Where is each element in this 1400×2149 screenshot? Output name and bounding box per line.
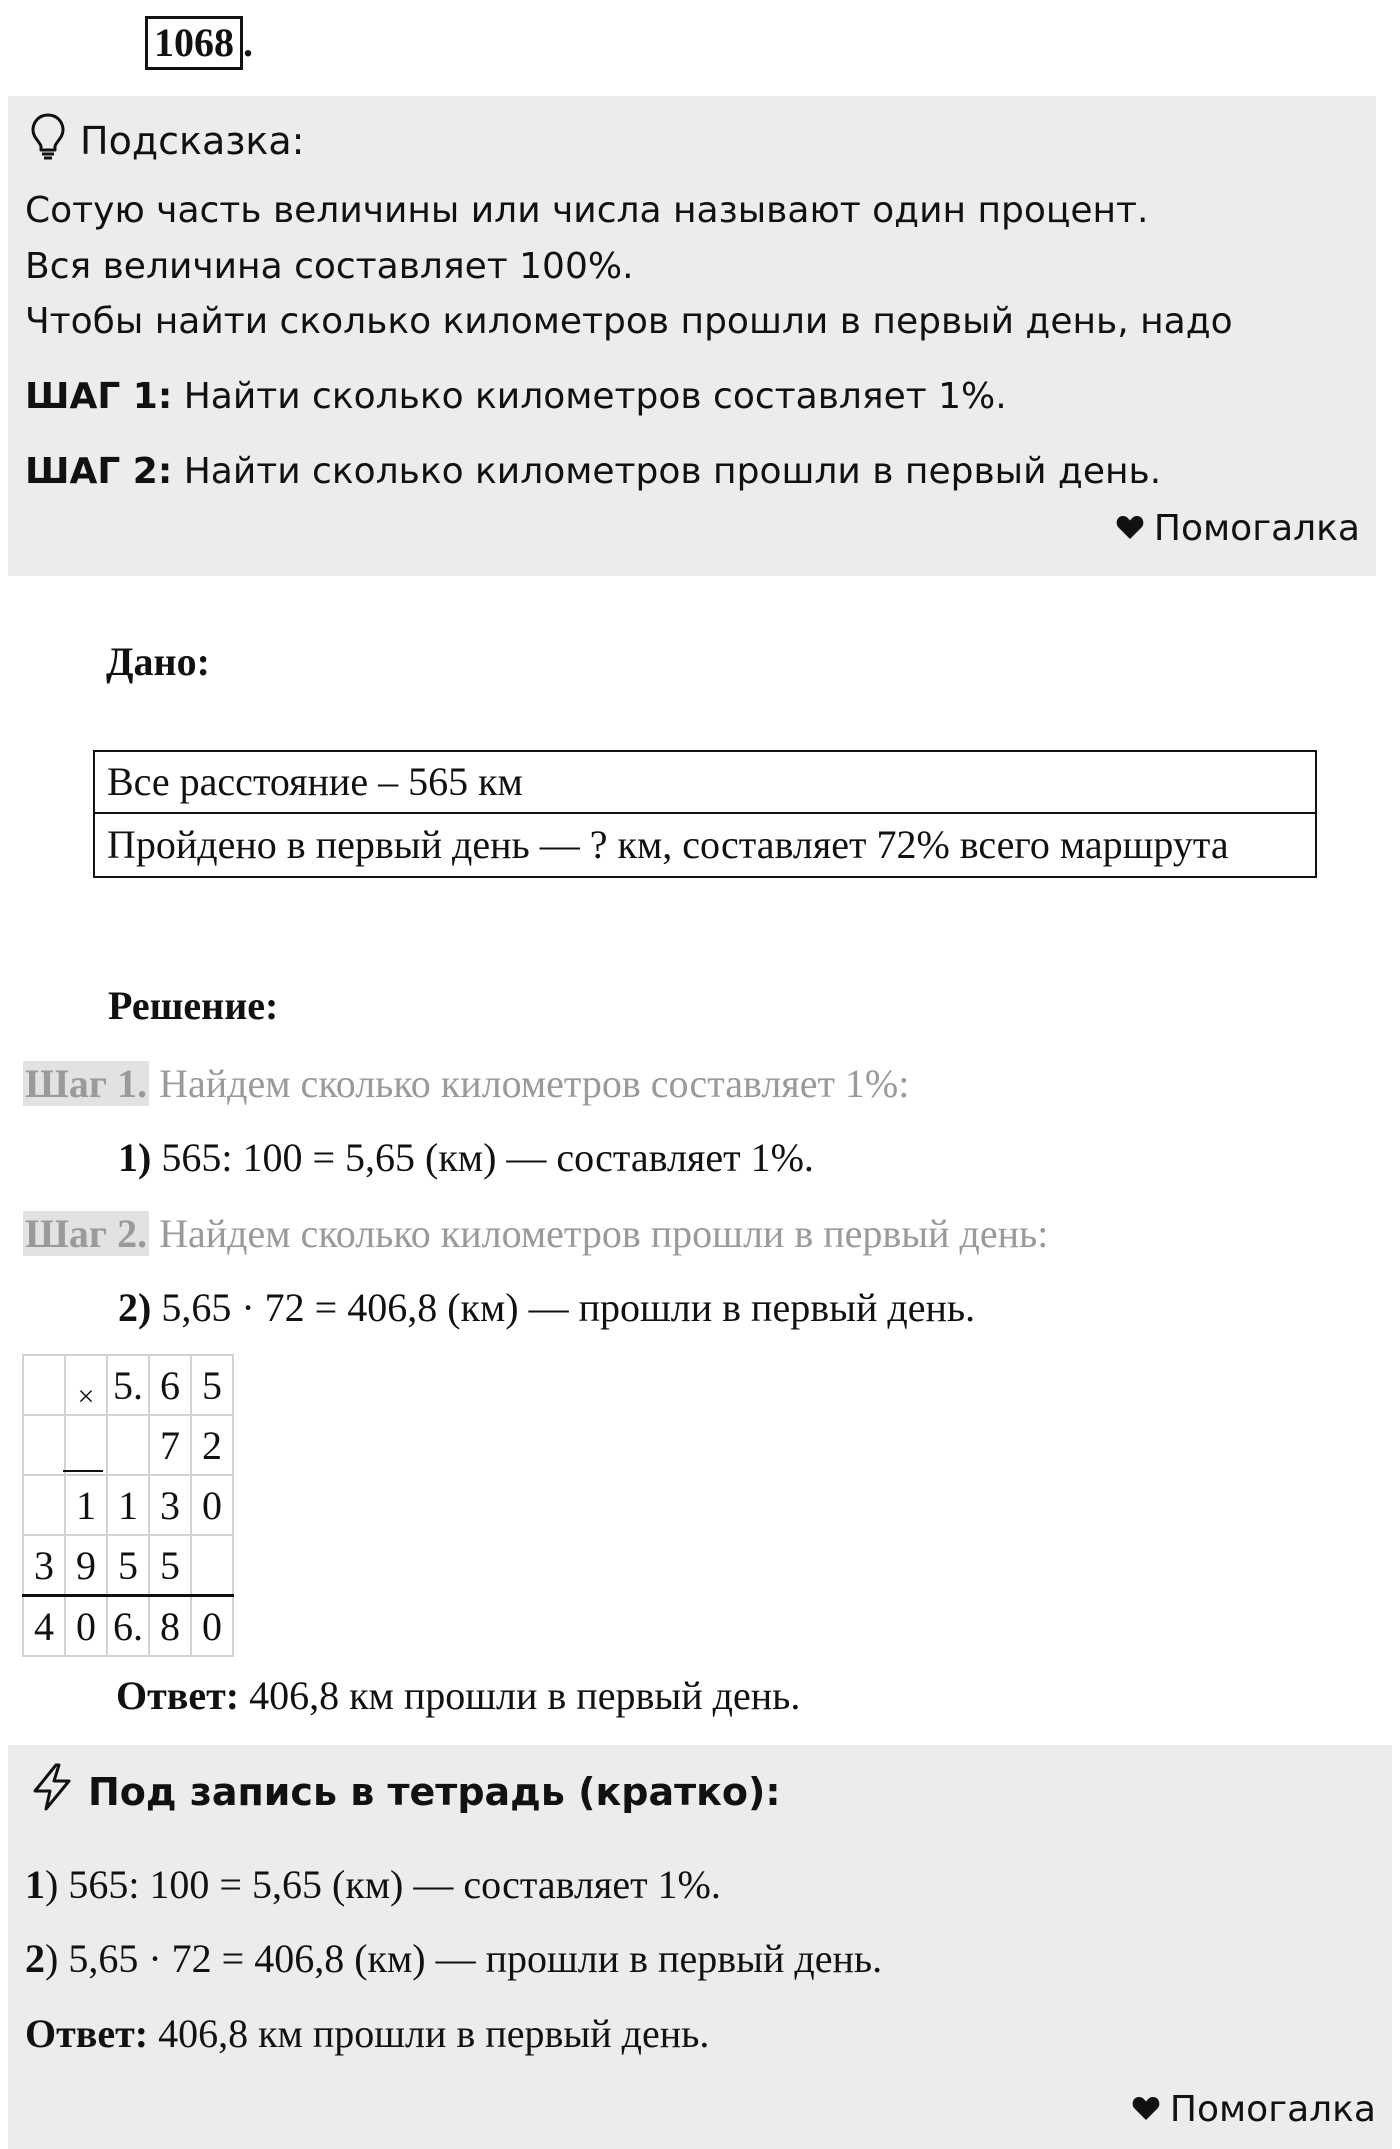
hint-line-2: Вся величина составляет 100%. xyxy=(25,246,634,287)
mul-cell xyxy=(191,1535,233,1596)
given-row-distance: Все расстояние – 565 км xyxy=(107,759,523,804)
notebook-header xyxy=(30,1763,781,1820)
mul-row-multiplicand xyxy=(23,1355,233,1415)
mul-cell: 6 xyxy=(149,1355,191,1415)
mul-row-result xyxy=(23,1596,233,1657)
mul-cell: 5 xyxy=(107,1535,149,1596)
mul-cell xyxy=(107,1415,149,1475)
answer-label: Ответ: xyxy=(116,1673,240,1718)
notebook-answer xyxy=(25,2010,709,2057)
calc-2-num: 2) xyxy=(118,1285,152,1330)
notebook-line-2-num: 2 xyxy=(25,1936,45,1981)
multiplier-underline xyxy=(63,1470,103,1472)
given-table xyxy=(93,750,1317,878)
step-1-text: Найдем сколько километров составляет 1%: xyxy=(149,1061,910,1106)
given-heading: Дано: xyxy=(106,639,210,684)
hint-header xyxy=(30,112,304,169)
hint-brand-label: Помогалка xyxy=(1153,508,1360,549)
mul-cell: 7 xyxy=(149,1415,191,1475)
notebook-line-1-num: 1 xyxy=(25,1862,45,1907)
solution-step-1 xyxy=(23,1060,909,1107)
mul-cell: 8 xyxy=(149,1596,191,1657)
task-number-dot: . xyxy=(243,20,253,65)
heart-icon xyxy=(1132,2089,1160,2130)
notebook-line-1-text: ) 565: 100 = 5,65 (км) — составляет 1%. xyxy=(45,1862,721,1907)
mul-cell xyxy=(23,1475,65,1535)
heart-icon xyxy=(1116,508,1144,549)
hint-step-2-text: Найти сколько километров прошли в первый день. xyxy=(183,451,1162,492)
hint-box xyxy=(8,96,1376,576)
mul-cell: 3 xyxy=(149,1475,191,1535)
mul-cell: 5 xyxy=(191,1355,233,1415)
given-row-first-day: Пройдено в первый день — ? км, составляет 72% всего маршрута xyxy=(95,812,1315,876)
mul-cell: 0 xyxy=(191,1596,233,1657)
notebook-line-2-text: ) 5,65 · 72 = 406,8 (км) — прошли в первый день. xyxy=(45,1936,883,1981)
notebook-box xyxy=(8,1745,1392,2149)
task-number xyxy=(145,16,253,66)
mul-cell xyxy=(23,1355,65,1415)
mul-cell: 5. xyxy=(107,1355,149,1415)
calc-1 xyxy=(118,1134,814,1181)
calc-2-expr: 5,65 · 72 = 406,8 (км) — прошли в первый день. xyxy=(151,1285,976,1330)
mul-cell: 3 xyxy=(23,1535,65,1596)
mul-cell xyxy=(23,1415,65,1475)
column-multiplication xyxy=(22,1354,234,1657)
mul-cell: 0 xyxy=(65,1596,107,1657)
task-number-box: 1068 xyxy=(145,16,243,70)
notebook-answer-text: 406,8 км прошли в первый день. xyxy=(148,2011,710,2056)
mul-cell: 1 xyxy=(65,1475,107,1535)
mul-cell: 6. xyxy=(107,1596,149,1657)
notebook-answer-label: Ответ: xyxy=(25,2011,149,2056)
solution-step-2 xyxy=(23,1210,1048,1257)
answer-text: 406,8 км прошли в первый день. xyxy=(239,1673,801,1718)
hint-step-2-label: ШАГ 2: xyxy=(25,451,173,492)
mul-row-partial-2 xyxy=(23,1535,233,1596)
calc-2 xyxy=(118,1284,975,1331)
hint-step-2 xyxy=(25,451,1161,492)
multiply-sign: × xyxy=(65,1355,107,1415)
calc-1-expr: 565: 100 = 5,65 (км) — составляет 1%. xyxy=(151,1135,814,1180)
mul-cell: 1 xyxy=(107,1475,149,1535)
notebook-line-1 xyxy=(25,1861,721,1908)
notebook-brand-label: Помогалка xyxy=(1169,2089,1376,2130)
mul-cell: 2 xyxy=(191,1415,233,1475)
hint-line-1: Сотую часть величины или числа называют один процент. xyxy=(25,190,1149,231)
mul-row-multiplier xyxy=(23,1415,233,1475)
mul-cell: 4 xyxy=(23,1596,65,1657)
hint-step-1-label: ШАГ 1: xyxy=(25,376,173,417)
mul-row-partial-1 xyxy=(23,1475,233,1535)
lightning-icon xyxy=(30,1763,74,1820)
solution-answer xyxy=(116,1672,800,1719)
mul-cell xyxy=(65,1415,107,1475)
notebook-title: Под запись в тетрадь (кратко): xyxy=(88,1769,781,1814)
solution-heading: Решение: xyxy=(108,983,279,1028)
mul-cell: 0 xyxy=(191,1475,233,1535)
lightbulb-icon xyxy=(30,112,66,169)
hint-brand xyxy=(1116,508,1360,549)
hint-line-3: Чтобы найти сколько километров прошли в первый день, надо xyxy=(25,301,1233,342)
step-2-text: Найдем сколько километров прошли в первый день: xyxy=(149,1211,1049,1256)
step-2-tag: Шаг 2. xyxy=(25,1211,148,1256)
mul-cell: 5 xyxy=(149,1535,191,1596)
mul-cell: 9 xyxy=(65,1535,107,1596)
hint-title: Подсказка: xyxy=(80,118,305,163)
hint-step-1-text: Найти сколько километров составляет 1%. xyxy=(183,376,1007,417)
calc-1-num: 1) xyxy=(118,1135,152,1180)
hint-step-1 xyxy=(25,376,1007,417)
step-1-tag: Шаг 1. xyxy=(25,1061,148,1106)
notebook-brand xyxy=(1132,2089,1376,2130)
notebook-line-2 xyxy=(25,1935,882,1982)
